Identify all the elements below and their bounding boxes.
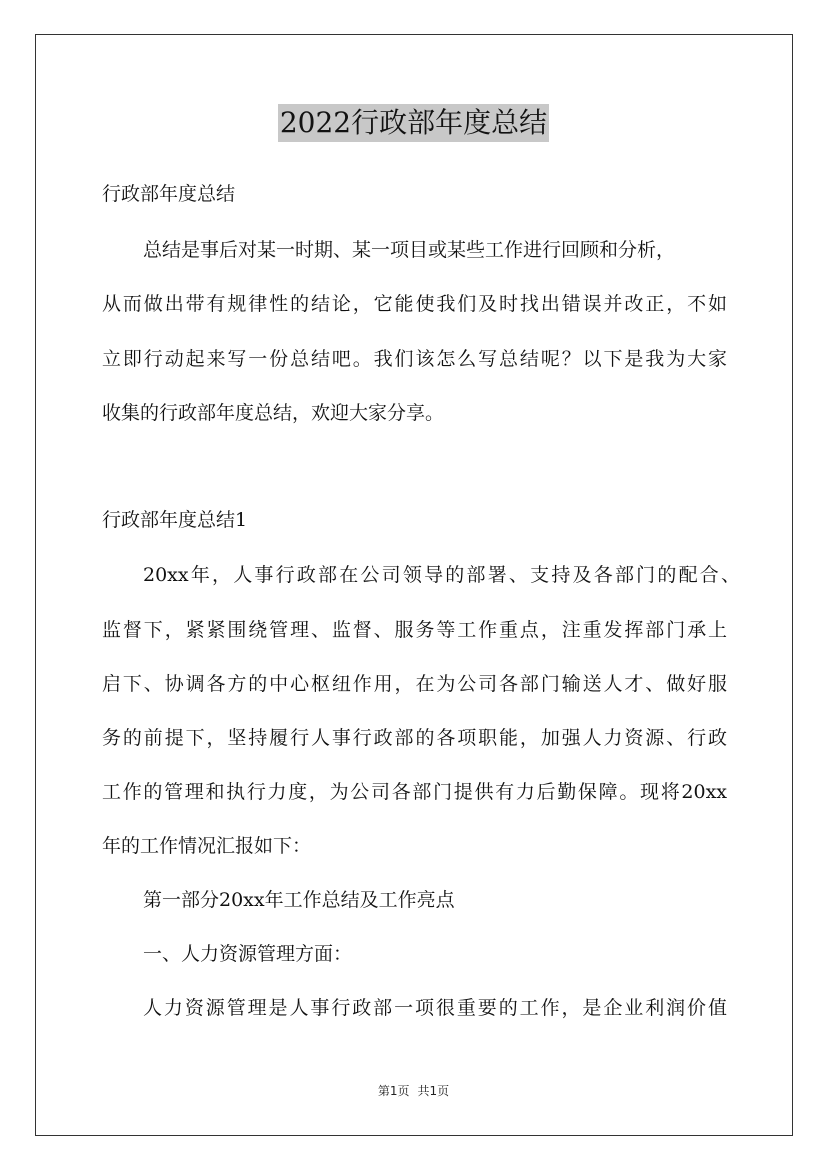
intro-line-4: 收集的行政部年度总结，欢迎大家分享。 xyxy=(102,402,445,424)
section-line-4: 务的前提下，坚持履行人事行政部的各项职能，加强人力资源、行政 xyxy=(102,727,727,749)
sub-heading: 一、人力资源管理方面： xyxy=(143,943,353,965)
intro-line-1: 总结是事后对某一时期、某一项目或某些工作进行回顾和分析， xyxy=(143,239,676,261)
section-line-6: 年的工作情况汇报如下： xyxy=(102,835,312,857)
section-line-5: 工作的管理和执行力度，为公司各部门提供有力后勤保障。现将20xx xyxy=(102,781,727,803)
body-last-line: 人力资源管理是人事行政部一项很重要的工作，是企业利润价值 xyxy=(143,997,727,1019)
document-title: 2022行政部年度总结 xyxy=(278,104,549,142)
section-heading: 行政部年度总结1 xyxy=(102,509,248,531)
section-line-2: 监督下，紧紧围绕管理、监督、服务等工作重点，注重发挥部门承上 xyxy=(102,619,727,641)
page-number: 第1页 xyxy=(377,1084,410,1098)
section-line-1: 20xx年，人事行政部在公司领导的部署、支持及各部门的配合、 xyxy=(143,564,740,586)
page-total: 共1页 xyxy=(417,1084,450,1098)
document-subtitle: 行政部年度总结 xyxy=(102,183,236,205)
section-line-3: 启下、协调各方的中心枢纽作用，在为公司各部门输送人才、做好服 xyxy=(102,673,727,695)
page-footer xyxy=(0,1083,827,1099)
title-container xyxy=(0,104,827,142)
intro-line-3: 立即行动起来写一份总结吧。我们该怎么写总结呢？以下是我为大家 xyxy=(102,348,727,370)
part-heading: 第一部分20xx年工作总结及工作亮点 xyxy=(143,889,455,911)
intro-line-2: 从而做出带有规律性的结论，它能使我们及时找出错误并改正，不如 xyxy=(102,293,727,315)
